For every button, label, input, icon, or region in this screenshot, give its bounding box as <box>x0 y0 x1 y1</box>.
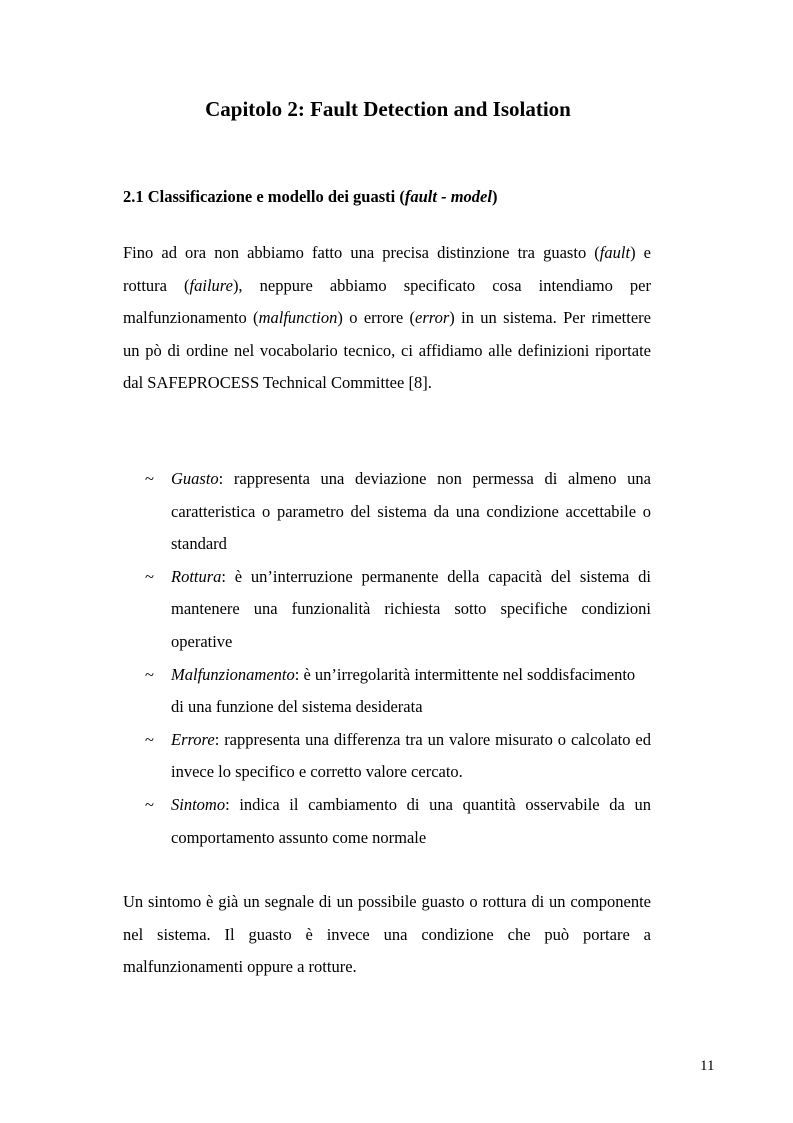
definition-item-rottura <box>145 561 651 659</box>
intro-text-5: ) in un sistema. Per rimettere un pò di ordine nel vocabolario tecnico, ci affidiamo alle definizioni riportate dal SAFEPROCESS Technical Committee [8]. <box>123 308 651 393</box>
definition-list <box>145 463 651 854</box>
definition-item-guasto <box>145 463 651 561</box>
tilde-bullet: ~ <box>145 566 154 586</box>
definition-text: : rappresenta una deviazione non permessa di almeno una caratteristica o parametro del sistema da una condizione accettabile o standard <box>171 469 651 554</box>
chapter-title: Capitolo 2: Fault Detection and Isolation <box>205 97 571 121</box>
tilde-bullet: ~ <box>145 664 154 684</box>
definition-term: Rottura <box>171 566 222 586</box>
tilde-bullet: ~ <box>145 469 154 488</box>
section-title-text: 2.1 Classificazione e modello dei guasti ( <box>123 187 405 206</box>
intro-text-1: Fino ad ora non abbiamo fatto una precisa distinzione tra guasto ( <box>123 243 600 262</box>
tilde-bullet: ~ <box>145 729 154 749</box>
definition-text: : indica il cambiamento di una quantità osservabile da un comportamento assunto come normale <box>171 794 651 847</box>
definition-text: : rappresenta una differenza tra un valore misurato o calcolato ed invece lo specifico e corretto valore cercato. <box>171 729 651 782</box>
section-title-italic: fault - model <box>404 187 492 206</box>
intro-text-2: ) e rottura ( <box>123 243 651 295</box>
intro-text-3: ), neppure abbiamo specificato cosa intendiamo per malfunzionamento ( <box>123 275 651 328</box>
intro-paragraph <box>123 237 651 400</box>
closing-paragraph: Un sintomo è già un segnale di un possibile guasto o rottura di un componente nel sistema. Il guasto è invece una condizione che può portare a malfunzionamenti oppure a rotture. <box>123 892 651 977</box>
term-failure: failure <box>189 275 233 295</box>
term-malfunction: malfunction <box>258 308 338 328</box>
page-number: 11 <box>700 1058 715 1074</box>
definition-item-malfunzionamento <box>145 659 651 724</box>
definition-term: Errore <box>171 729 215 749</box>
definition-text: : è un’interruzione permanente della capacità del sistema di mantenere una funzionalità richiesta sotto specifiche condizioni operative <box>171 566 651 651</box>
definition-term: Malfunzionamento <box>171 664 295 684</box>
definition-item-errore <box>145 724 651 789</box>
definition-item-sintomo <box>145 789 651 854</box>
section-title <box>123 185 497 209</box>
definition-term: Sintomo <box>171 794 226 814</box>
term-error: error <box>415 308 450 328</box>
tilde-bullet: ~ <box>145 794 154 814</box>
intro-text-4: ) o errore ( <box>337 308 416 328</box>
definition-term: Guasto <box>171 469 219 488</box>
term-fault: fault <box>599 243 631 262</box>
definition-text: : è un’irregolarità intermittente nel soddisfacimento di una funzione del sistema desiderata <box>171 664 636 717</box>
section-title-close: ) <box>491 187 498 206</box>
